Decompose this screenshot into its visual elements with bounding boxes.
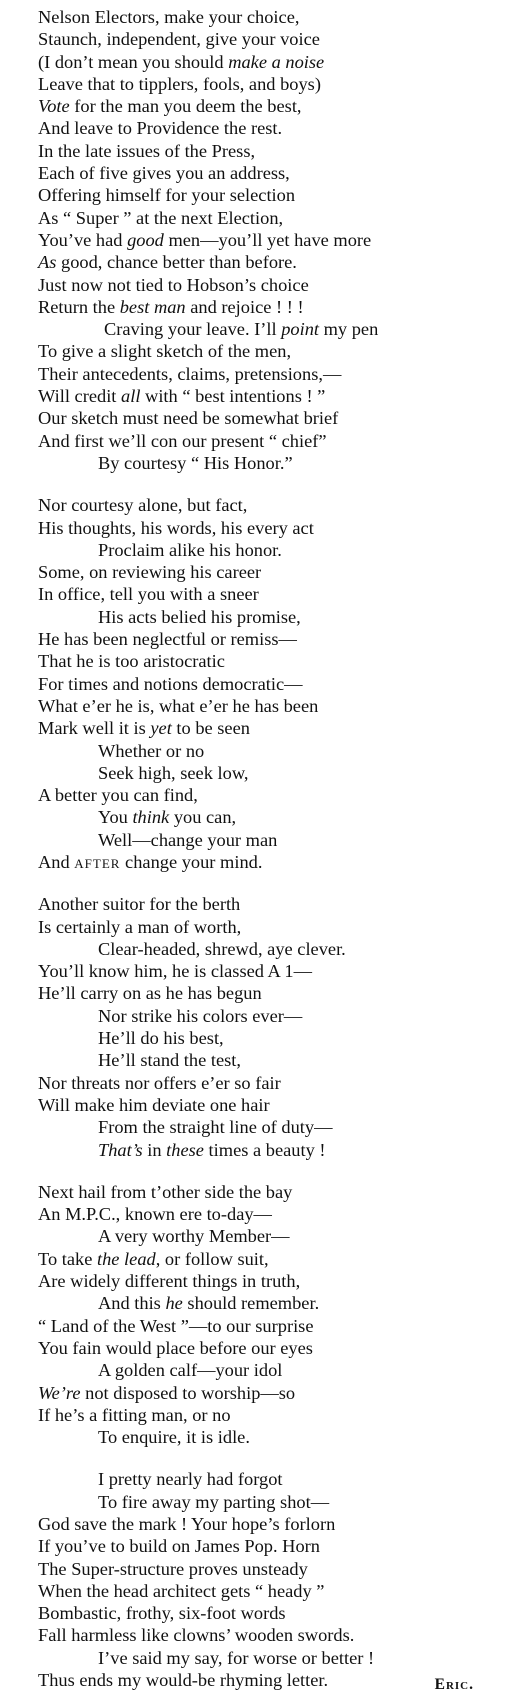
poem-line — [38, 1139, 498, 1161]
line-segment: to be seen — [171, 718, 250, 739]
poem-line — [38, 73, 498, 95]
poem-line — [38, 363, 498, 385]
poem-line — [38, 340, 498, 362]
poem-line — [38, 1647, 498, 1669]
poem-line — [38, 1580, 498, 1602]
poem-line — [38, 430, 498, 452]
poem-line — [38, 1181, 498, 1203]
line-segment: His acts belied his promise, — [98, 606, 301, 627]
poem-line — [38, 583, 498, 605]
line-segment: yet — [150, 718, 172, 739]
line-segment: Their antecedents, claims, pretensions,— — [38, 363, 342, 384]
line-segment: A golden calf—your idol — [98, 1360, 283, 1381]
line-segment: That he is too aristocratic — [38, 651, 225, 672]
line-segment: Leave that to tipplers, fools, and boys) — [38, 73, 321, 94]
line-segment: Whether or no — [98, 740, 205, 761]
poem-line — [38, 695, 498, 717]
line-segment: Seek high, seek low, — [98, 762, 249, 783]
line-segment: Nor strike his colors ever— — [98, 1005, 303, 1026]
line-segment: in — [142, 1139, 167, 1160]
poem-line — [38, 1382, 498, 1404]
line-segment: with “ best intentions ! ” — [140, 386, 326, 407]
line-segment: God save the mark ! Your hope’s forlorn — [38, 1514, 336, 1534]
stanza-break — [38, 873, 498, 893]
line-segment: Vote — [38, 96, 70, 117]
poem-line — [38, 184, 498, 206]
line-segment: Each of five gives you an address, — [38, 163, 290, 184]
line-segment: A very worthy Member— — [98, 1226, 290, 1247]
poem-line — [38, 762, 498, 784]
poem-line — [38, 1094, 498, 1116]
line-segment: Offering himself for your selection — [38, 185, 296, 206]
signature: Eric. — [434, 1676, 474, 1693]
line-segment: “ Land of the West ”—to our surprise — [38, 1315, 314, 1336]
poem-line — [38, 1535, 498, 1557]
poem-line — [38, 1337, 498, 1359]
line-segment: you can, — [169, 807, 237, 828]
line-segment: I’ve said my say, for worse or better ! — [98, 1647, 375, 1668]
stanza-break — [38, 1448, 498, 1468]
line-segment: times a beauty ! — [203, 1139, 326, 1160]
line-segment: You’ll know him, he is classed A 1— — [38, 961, 312, 982]
line-segment: Will credit — [38, 386, 122, 407]
line-segment: And first we’ll con our present “ chief” — [38, 430, 327, 451]
line-segment: To take — [38, 1248, 97, 1269]
poem-line — [38, 1669, 498, 1691]
line-segment: Well—change your man — [98, 829, 278, 850]
line-segment: You’ve had — [38, 229, 128, 250]
line-segment: not disposed to worship—so — [80, 1382, 296, 1403]
line-segment: And leave to Providence the rest. — [38, 118, 283, 139]
line-segment: To enquire, it is idle. — [98, 1427, 250, 1448]
line-segment: Some, on reviewing his career — [38, 562, 262, 583]
poem-line — [38, 6, 498, 28]
line-segment: He’ll do his best, — [98, 1028, 224, 1049]
line-segment: You — [98, 807, 133, 828]
line-segment: And — [38, 851, 75, 872]
line-segment: For times and notions democratic— — [38, 673, 303, 694]
poem-body — [38, 6, 498, 1691]
poem-line — [38, 851, 498, 873]
line-segment: best man — [119, 296, 186, 317]
line-segment: these — [166, 1139, 204, 1160]
poem-line — [38, 938, 498, 960]
line-segment: If you’ve to build on James Pop. Horn — [38, 1536, 320, 1557]
line-segment: When the head architect gets “ heady ” — [38, 1580, 325, 1601]
line-segment: In office, tell you with a sneer — [38, 584, 259, 605]
poem-line — [38, 539, 498, 561]
poem-line — [38, 1248, 498, 1270]
line-segment: point — [281, 319, 320, 340]
line-segment: Nor courtesy alone, but fact, — [38, 495, 248, 516]
stanza — [38, 494, 498, 873]
line-segment: my pen — [319, 319, 379, 340]
poem-line — [38, 717, 498, 739]
line-segment: Are widely different things in truth, — [38, 1271, 301, 1292]
poem-line — [38, 1049, 498, 1071]
line-segment: men—you’ll yet have more — [163, 229, 372, 250]
line-segment: From the straight line of duty— — [98, 1117, 333, 1138]
poem-line — [38, 1005, 498, 1027]
line-segment: His thoughts, his words, his every act — [38, 517, 314, 538]
stanza — [38, 6, 498, 474]
line-segment: after — [74, 851, 121, 872]
line-segment: for the man you deem the best, — [69, 96, 302, 117]
poem-line — [38, 162, 498, 184]
poem-line — [38, 494, 498, 516]
poem-line — [38, 1404, 498, 1426]
line-segment: make a noise — [228, 51, 325, 72]
line-segment: What e’er he is, what e’er he has been — [38, 695, 319, 716]
poem-line — [38, 982, 498, 1004]
poem-line — [38, 251, 498, 273]
poem-line — [38, 1203, 498, 1225]
line-segment: Craving your leave. I’ll — [104, 319, 282, 340]
poem-line — [38, 1558, 498, 1580]
poem-line — [38, 1027, 498, 1049]
line-segment: That’s — [98, 1139, 143, 1160]
poem-line — [38, 806, 498, 828]
line-segment: A better you can find, — [38, 785, 198, 806]
line-segment: Our sketch must need be somewhat brief — [38, 408, 339, 429]
poem-line — [38, 606, 498, 628]
line-segment: Is certainly a man of worth, — [38, 916, 242, 937]
poem-line — [38, 1491, 498, 1513]
poem-line — [38, 318, 498, 340]
poem-line — [38, 51, 498, 73]
poem-line — [38, 517, 498, 539]
stanza-break — [38, 1161, 498, 1181]
stanza — [38, 893, 498, 1161]
line-segment: He’ll stand the test, — [98, 1050, 242, 1071]
line-segment: , or follow suit, — [155, 1248, 269, 1269]
poem-line — [38, 1225, 498, 1247]
poem-line — [38, 274, 498, 296]
poem-line — [38, 1072, 498, 1094]
poem-line — [38, 673, 498, 695]
line-segment: Clear-headed, shrewd, aye clever. — [98, 938, 346, 959]
poem-line — [38, 740, 498, 762]
line-segment: Nelson Electors, make your choice, — [38, 7, 300, 27]
line-segment: Mark well it is — [38, 718, 151, 739]
line-segment: Thus ends my would-be rhyming letter. — [38, 1670, 329, 1691]
line-segment: By courtesy “ His Honor.” — [98, 452, 293, 473]
poem-line — [38, 960, 498, 982]
poem-line — [38, 784, 498, 806]
poem-line — [38, 452, 498, 474]
poem-line — [38, 916, 498, 938]
line-segment: the lead — [96, 1248, 156, 1269]
poem-line — [38, 1468, 498, 1490]
line-segment: As — [38, 252, 57, 273]
poem-line — [38, 28, 498, 50]
line-segment: good, chance better than before. — [56, 252, 297, 273]
line-segment: To fire away my parting shot— — [98, 1491, 330, 1512]
line-segment: Will make him deviate one hair — [38, 1094, 270, 1115]
line-segment: If he’s a fitting man, or no — [38, 1404, 231, 1425]
poem-line — [38, 95, 498, 117]
line-segment: In the late issues of the Press, — [38, 140, 256, 161]
line-segment: good — [127, 229, 164, 250]
line-segment: Next hail from t’other side the bay — [38, 1181, 293, 1202]
line-segment: Fall harmless like clowns’ wooden swords. — [38, 1625, 355, 1646]
line-segment: I pretty nearly had forgot — [98, 1469, 283, 1490]
poem-line — [38, 893, 498, 915]
poem-line — [38, 1315, 498, 1337]
line-segment: all — [121, 386, 141, 407]
poem-line — [38, 1426, 498, 1448]
poem-line — [38, 628, 498, 650]
stanza — [38, 1468, 498, 1691]
stanza — [38, 1181, 498, 1449]
line-segment: Proclaim alike his honor. — [98, 539, 282, 560]
line-segment: Just now not tied to Hobson’s choice — [38, 274, 309, 295]
line-segment: To give a slight sketch of the men, — [38, 341, 292, 362]
poem-line — [38, 207, 498, 229]
poem-line — [38, 229, 498, 251]
poem-line — [38, 1292, 498, 1314]
line-segment: Bombastic, frothy, six-foot words — [38, 1603, 286, 1624]
poem-line — [38, 650, 498, 672]
poem-line — [38, 296, 498, 318]
line-segment: An M.P.C., known ere to-day— — [38, 1204, 272, 1225]
poem-line — [38, 1116, 498, 1138]
poem-line — [38, 385, 498, 407]
poem-line — [38, 1624, 498, 1646]
line-segment: and rejoice ! ! ! — [185, 296, 304, 317]
line-segment: He’ll carry on as he has begun — [38, 983, 262, 1004]
line-segment: he — [165, 1293, 183, 1314]
poem-line — [38, 1359, 498, 1381]
stanza-break — [38, 474, 498, 494]
line-segment: should remember. — [182, 1293, 320, 1314]
line-segment: He has been neglectful or remiss— — [38, 629, 297, 650]
poem-line — [38, 829, 498, 851]
line-segment: think — [132, 807, 170, 828]
line-segment: And this — [98, 1293, 166, 1314]
line-segment: Nor threats nor offers e’er so fair — [38, 1072, 281, 1093]
line-segment: Staunch, independent, give your voice — [38, 29, 320, 50]
line-segment: You fain would place before our eyes — [38, 1337, 313, 1358]
poem-line — [38, 1270, 498, 1292]
line-segment: The Super-structure proves unsteady — [38, 1558, 308, 1579]
line-segment: As “ Super ” at the next Election, — [38, 207, 284, 228]
line-segment: Another suitor for the berth — [38, 894, 241, 915]
line-segment: Return the — [38, 296, 120, 317]
poem-line — [38, 117, 498, 139]
poem-line — [38, 1513, 498, 1535]
poem-line — [38, 561, 498, 583]
poem-line — [38, 140, 498, 162]
poem-line — [38, 407, 498, 429]
poem-line — [38, 1602, 498, 1624]
line-segment: change your mind. — [120, 851, 263, 872]
line-segment: We’re — [38, 1382, 81, 1403]
line-segment: (I don’t mean you should — [38, 51, 229, 72]
